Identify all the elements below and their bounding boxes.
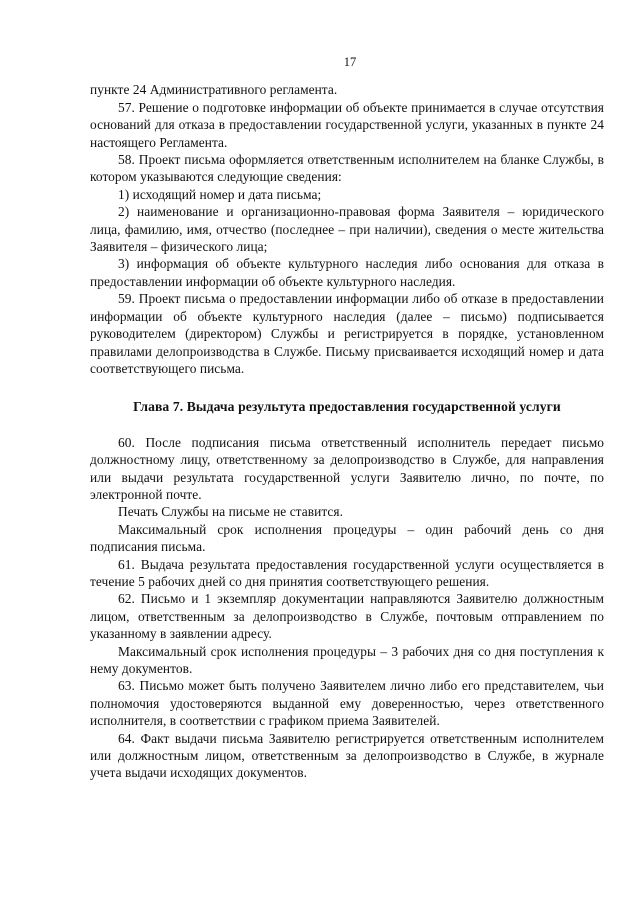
paragraph: пункте 24 Административного регламента. (90, 82, 338, 98)
list-item: 2) наименование и организационно-правовая форма Заявителя – юридического лица, фамилию, имя, отчество (последнее – при наличии), сведения о месте жительства Заявителя – физического лица; (90, 204, 604, 255)
paragraph: 62. Письмо и 1 экземпляр документации направляются Заявителю должностным лицом, ответственным за делопроизводство в Службе, почтовым отправлением по указанному в заявлении адресу. (90, 591, 604, 642)
document-page (90, 54, 604, 782)
paragraph: Максимальный срок исполнения процедуры – 3 рабочих дня со дня поступления к нему документов. (90, 643, 604, 676)
section-after (90, 434, 604, 782)
paragraph: 64. Факт выдачи письма Заявителю регистрируется ответственным исполнителем или должностным лицом, ответственным за делопроизводство в Службе, в журнале учета выдачи исходящих документов. (90, 730, 604, 781)
paragraph: 61. Выдача результата предоставления государственной услуги осуществляется в течение 5 рабочих дней со дня принятия соответствующего решения. (90, 556, 604, 589)
paragraph: 59. Проект письма о предоставлении информации либо об отказе в предоставлении информации об объекте культурного наследия (далее – письмо) подписывается руководителем (директором) Службы и регистрируется в порядке, установленном правилами делопроизводства в Службе. Письму присваивается исходящий номер и дата соответствующего письма. (90, 291, 604, 376)
list-item: 3) информация об объекте культурного наследия либо основания для отказа в предоставлении информации об объекте культурного наследия. (90, 256, 604, 289)
paragraph: 63. Письмо может быть получено Заявителем лично либо его представителем, чьи полномочия удостоверяются выданной ему доверенностью, через ответственного исполнителя, в соответствии с графиком приема Заявителей. (90, 678, 604, 729)
section-before (90, 81, 604, 377)
chapter-heading: Глава 7. Выдача результута предоставления государственной услуги (133, 399, 561, 415)
paragraph: Печать Службы на письме не ставится. (118, 504, 344, 520)
page-number: 17 (343, 55, 357, 69)
list-item: 1) исходящий номер и дата письма; (118, 186, 322, 202)
paragraph: 60. После подписания письма ответственный исполнитель передает письмо должностному лицу, ответственному за делопроизводство в Службе, для направления или выдачи результата государственной услуги Заявителю лично, по почте, по электронной почте. (90, 434, 604, 502)
paragraph: 57. Решение о подготовке информации об объекте принимается в случае отсутствия оснований для отказа в предоставлении государственной услуги, указанных в пункте 24 настоящего Регламента. (90, 99, 604, 150)
paragraph: Максимальный срок исполнения процедуры – один рабочий день со дня подписания письма. (90, 521, 604, 555)
paragraph: 58. Проект письма оформляется ответственным исполнителем на бланке Службы, в котором указываются следующие сведения: (90, 152, 604, 185)
